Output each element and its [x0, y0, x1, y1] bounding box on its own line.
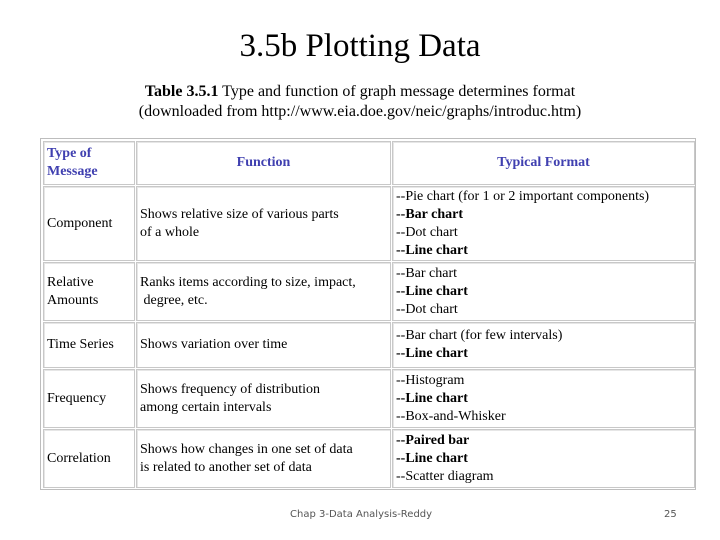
format-item: --Histogram	[396, 372, 465, 388]
caption-source: (downloaded from http://www.eia.doe.gov/neic/graphs/introduc.htm)	[138, 103, 582, 120]
caption-label: Table 3.5.1	[144, 83, 219, 100]
header-function	[136, 141, 391, 185]
row-correlation-function	[136, 429, 391, 488]
slide-footer: Chap 3-Data Analysis-Reddy	[290, 509, 433, 520]
row-frequency-type: Frequency	[43, 369, 135, 428]
row-timeseries-type: Time Series	[43, 322, 135, 368]
table-caption	[0, 82, 720, 122]
header-format-label: Typical Format	[497, 155, 590, 170]
format-item: --Box-and-Whisker	[396, 408, 506, 424]
function-line: is related to another set of data	[140, 459, 312, 475]
page-number: 25	[664, 509, 677, 520]
type-label: Relative Amounts	[47, 274, 99, 308]
format-item: --Paired bar	[396, 432, 470, 448]
row-component-function	[136, 186, 391, 261]
function-line: Shows relative size of various parts	[140, 206, 339, 222]
format-item: --Line chart	[396, 450, 468, 466]
row-component-type: Component	[43, 186, 135, 261]
format-item: --Bar chart	[396, 265, 458, 281]
row-frequency-function	[136, 369, 391, 428]
format-item: --Bar chart (for few intervals)	[396, 328, 563, 343]
caption-text: Type and function of graph message determines format	[218, 83, 576, 100]
format-item: --Dot chart	[396, 301, 458, 317]
row-component-formats	[392, 186, 695, 261]
function-line: Shows variation over time	[140, 337, 288, 352]
row-timeseries-function	[136, 322, 391, 368]
graph-message-table	[40, 138, 696, 490]
row-correlation-type: Correlation	[43, 429, 135, 488]
function-line: among certain intervals	[140, 399, 272, 415]
function-line: Ranks items according to size, impact,	[140, 274, 356, 290]
format-item: --Line chart	[396, 390, 468, 406]
header-function-label: Function	[236, 155, 291, 170]
format-item: --Line chart	[396, 242, 468, 258]
format-item: --Pie chart (for 1 or 2 important components)	[396, 188, 650, 204]
row-frequency-formats	[392, 369, 695, 428]
row-correlation-formats	[392, 429, 695, 488]
header-format	[392, 141, 695, 185]
format-item: --Line chart	[396, 283, 468, 299]
row-relative-formats	[392, 262, 695, 321]
slide-title: 3.5b Plotting Data	[239, 28, 481, 64]
format-item: --Scatter diagram	[396, 468, 494, 484]
format-item: --Bar chart	[396, 206, 463, 222]
format-item: --Line chart	[396, 346, 468, 361]
function-line: Shows frequency of distribution	[140, 381, 321, 397]
function-line: degree, etc.	[140, 292, 208, 308]
format-item: --Dot chart	[396, 224, 458, 240]
header-type: Type of Message	[43, 141, 135, 185]
function-line: of a whole	[140, 224, 200, 240]
row-relative-function	[136, 262, 391, 321]
function-line: Shows how changes in one set of data	[140, 441, 353, 457]
row-timeseries-formats	[392, 322, 695, 368]
row-relative-type	[43, 262, 135, 321]
